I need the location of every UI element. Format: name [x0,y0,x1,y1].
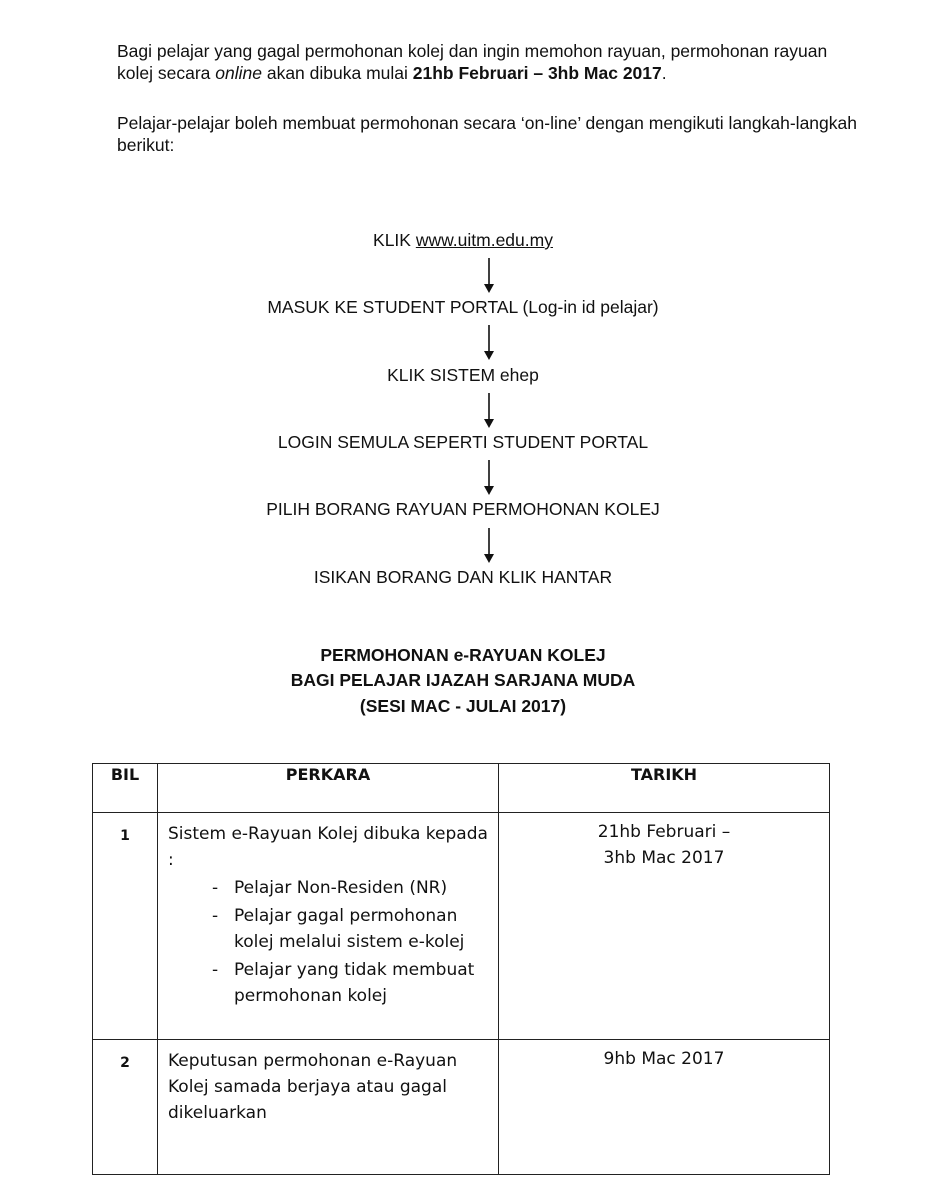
arrow-down-icon [482,258,496,294]
row-1-list [168,875,492,1009]
row-1-perkara-text: Sistem e-Rayuan Kolej dibuka kepada : [168,824,488,870]
row-2-bil: 2 [93,1040,158,1175]
arrow-down-icon [482,460,496,496]
intro-p1-text-2: akan dibuka mulai [261,63,413,83]
intro-paragraph-1 [117,40,857,84]
row-1-tarikh-line-2: 3hb Mac 2017 [603,848,725,868]
step-1 [0,229,926,251]
intro-p1-online: online [215,63,262,83]
list-item: - Pelajar gagal permohonan kolej melalui sistem e-kolej [212,903,492,955]
row-2-tarikh: 9hb Mac 2017 [499,1040,830,1175]
intro-p1-text-1: Bagi pelajar yang gagal permohonan kolej dan ingin memohon rayuan, permohonan rayuan kolej secara [117,41,828,83]
intro-p1-dates: 21hb Februari – 3hb Mac 2017 [412,63,662,83]
list-item: - Pelajar yang tidak membuat permohonan kolej [212,957,492,1009]
arrow-down-icon [482,393,496,429]
uitm-website-link[interactable]: www.uitm.edu.my [415,230,553,250]
schedule-table [92,763,830,1175]
step-2: MASUK KE STUDENT PORTAL (Log-in id pelajar) [267,297,659,317]
section-title-line-1: PERMOHONAN e-RAYUAN KOLEJ [320,645,606,665]
step-3: KLIK SISTEM ehep [387,365,539,385]
list-item: - Pelajar Non-Residen (NR) [212,875,492,901]
intro-p1-end: . [661,63,667,83]
row-1-tarikh-line-1: 21hb Februari – [597,822,731,842]
arrow-down-icon [482,528,496,564]
step-6: ISIKAN BORANG DAN KLIK HANTAR [313,567,613,587]
header-perkara: PERKARA [158,764,499,813]
arrow-down-icon [482,325,496,361]
step-4: LOGIN SEMULA SEPERTI STUDENT PORTAL [277,432,649,452]
row-1-tarikh [499,813,830,1040]
table-header-row [93,764,830,813]
section-title-line-3: (SESI MAC - JULAI 2017) [359,696,567,716]
header-bil: BIL [93,764,158,813]
row-1-bil: 1 [93,813,158,1040]
row-2-perkara: Keputusan permohonan e-Rayuan Kolej samada berjaya atau gagal dikeluarkan [158,1040,499,1175]
row-1-perkara [158,813,499,1040]
header-tarikh: TARIKH [499,764,830,813]
intro-paragraph-2: Pelajar-pelajar boleh membuat permohonan secara ‘on-line’ dengan mengikuti langkah-langkah berikut: [117,113,857,155]
table-row [93,1040,830,1175]
step-5: PILIH BORANG RAYUAN PERMOHONAN KOLEJ [266,499,660,519]
table-row [93,813,830,1040]
section-title-line-2: BAGI PELAJAR IJAZAH SARJANA MUDA [290,670,636,690]
step-1-prefix: KLIK [373,230,416,250]
